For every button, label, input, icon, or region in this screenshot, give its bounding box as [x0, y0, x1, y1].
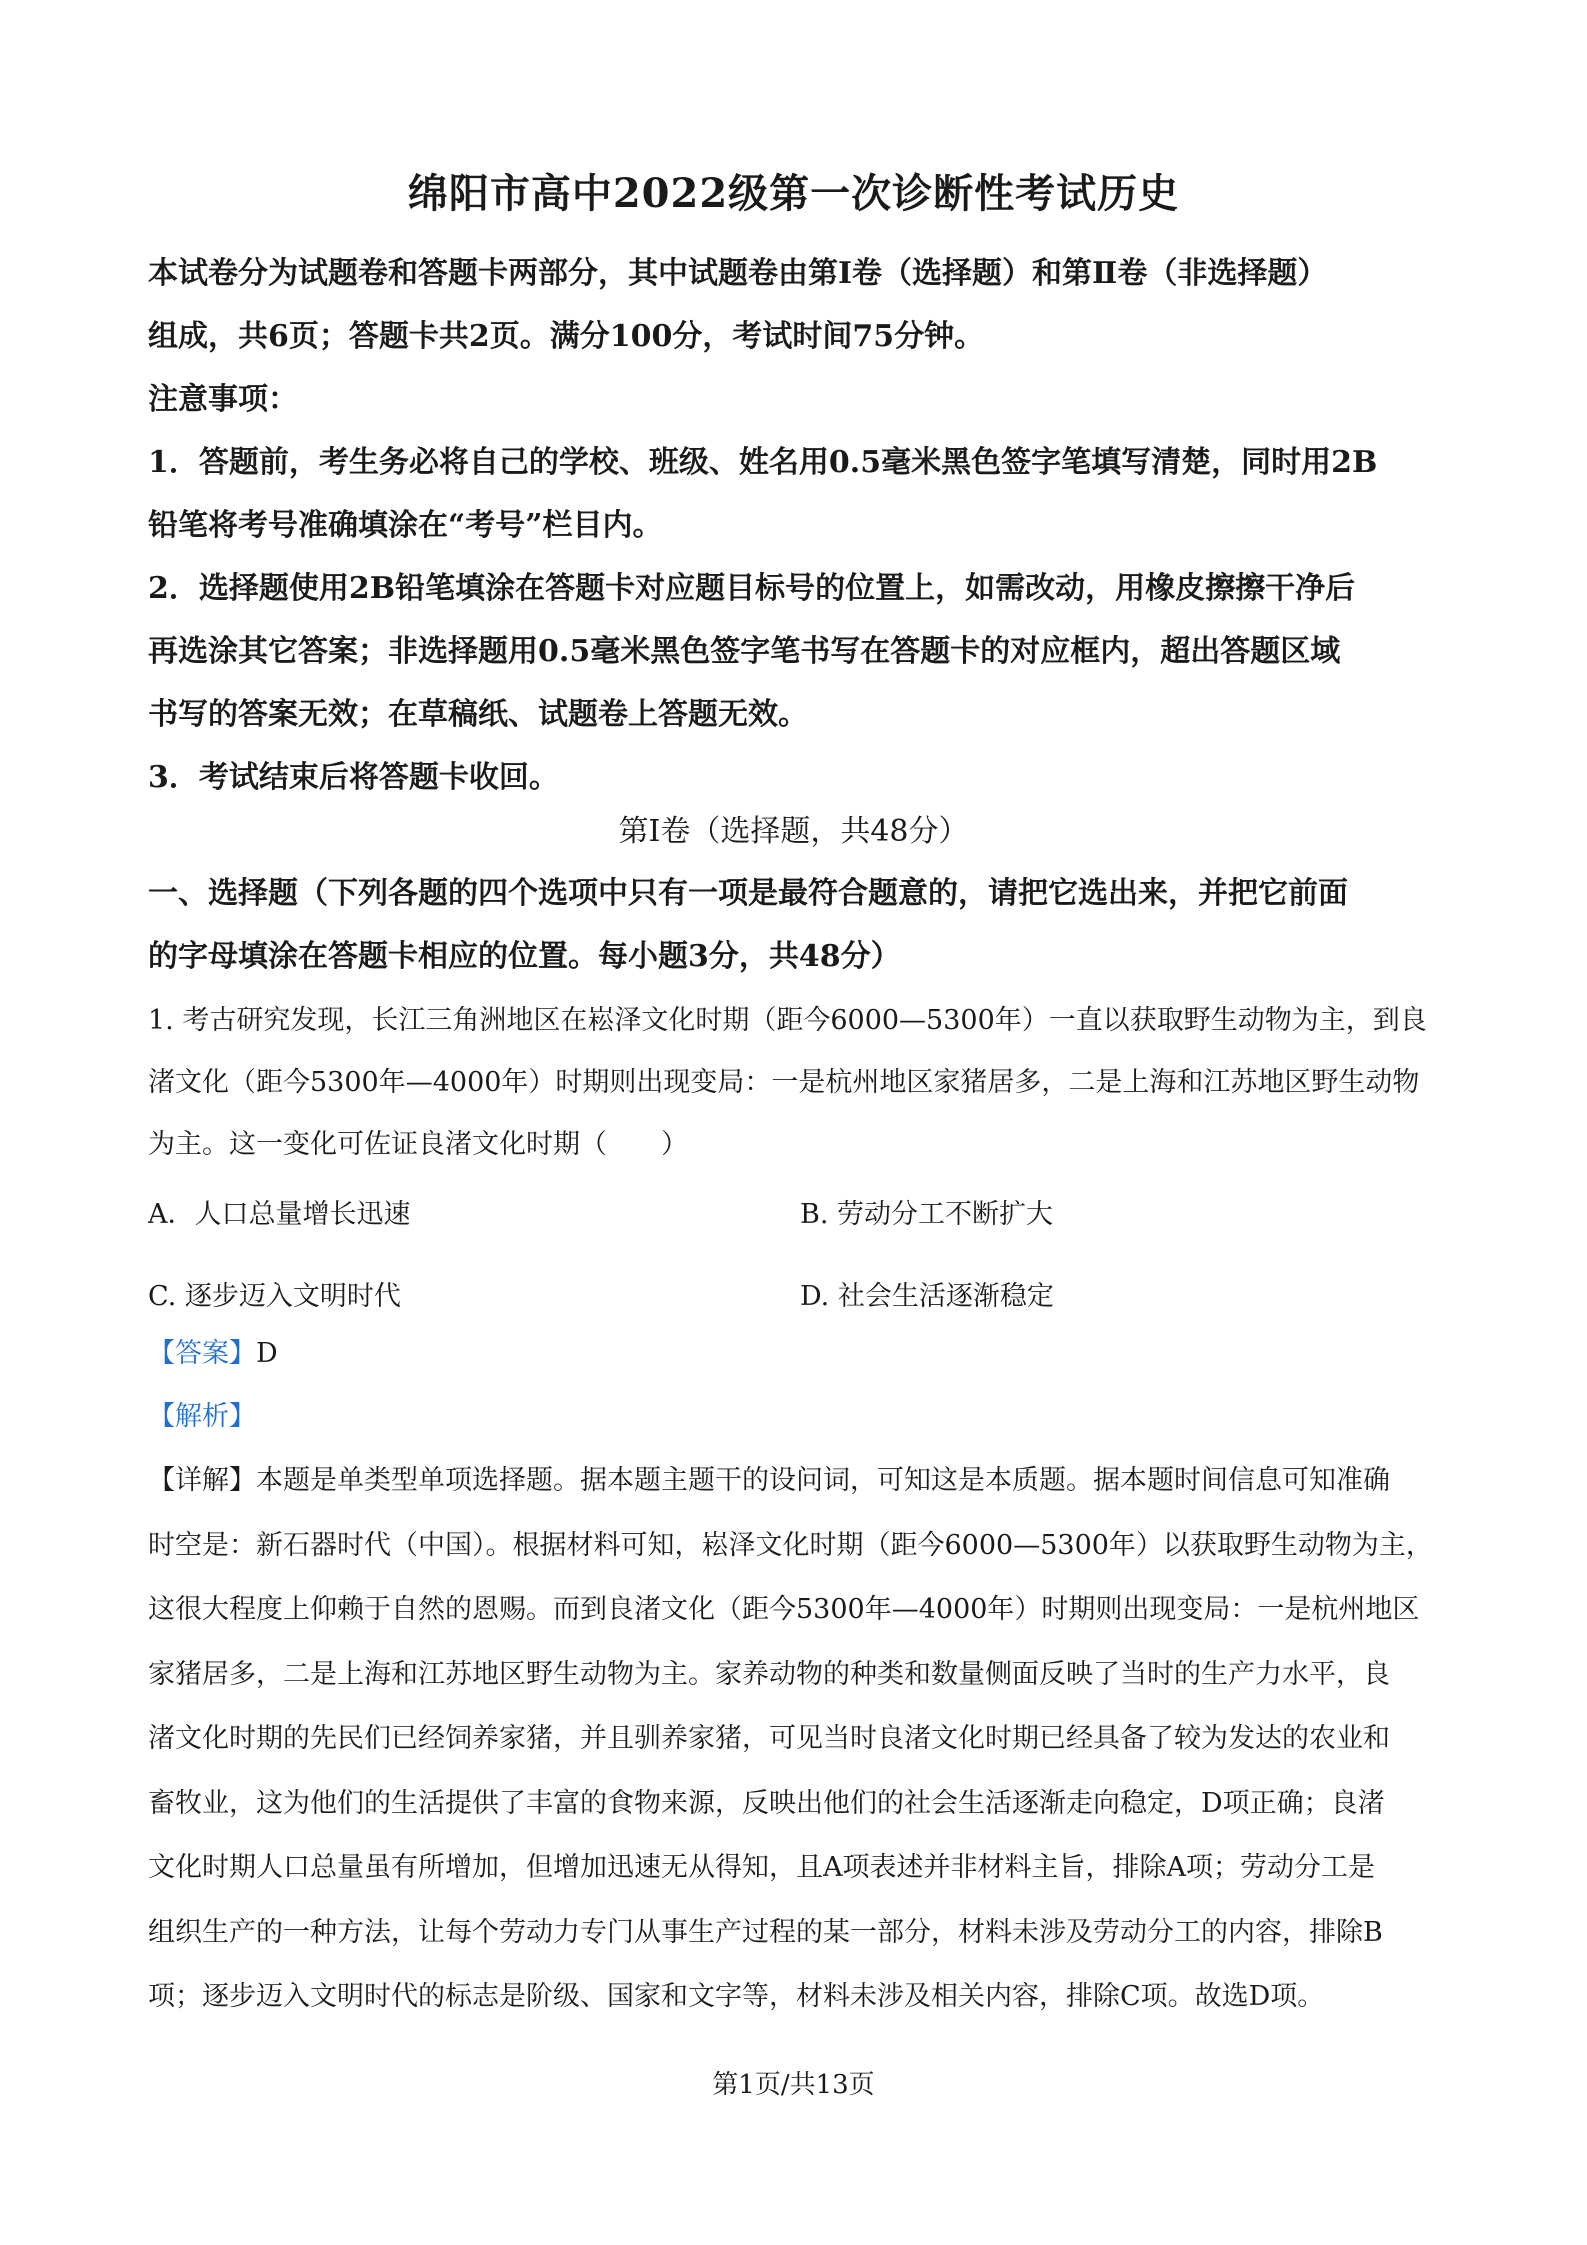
- section-title: 第Ⅰ卷（选择题，共48分）: [618, 814, 969, 849]
- notice-item-2-cont: 书写的答案无效；在草稿纸、试题卷上答题无效。: [148, 697, 808, 732]
- question-stem-line: 渚文化（距今5300年—4000年）时期则出现变局：一是杭州地区家猪居多，二是上海和江苏地区野生动物: [148, 1067, 1420, 1098]
- answer-line: [148, 1323, 1448, 1385]
- detail-explanation: [148, 1449, 1448, 2030]
- notice-item-3: 3．考试结束后将答题卡收回。: [148, 760, 559, 795]
- notice-item-2: 2．选择题使用2B铅笔填涂在答题卡对应题目标号的位置上，如需改动，用橡皮擦擦干净后: [148, 571, 1356, 606]
- document-title: 绵阳市高中2022级第一次诊断性考试历史: [407, 170, 1180, 217]
- notice-item-1-cont: 铅笔将考号准确填涂在“考号”栏目内。: [148, 508, 663, 543]
- analysis-tag: 【解析】: [148, 1401, 256, 1432]
- question-stem-line: 1. 考古研究发现，长江三角洲地区在崧泽文化时期（距今6000—5300年）一直以获取野生动物为主，到良: [148, 1005, 1427, 1036]
- analysis-line: [148, 1386, 1448, 1448]
- detail-line: 项；逐步迈入文明时代的标志是阶级、国家和文字等，材料未涉及相关内容，排除C项。故选D项。: [148, 1981, 1325, 2012]
- question-stem: [148, 990, 1448, 1176]
- detail-line: [148, 1449, 1448, 1514]
- page-number: 第1页/共13页: [712, 2070, 875, 2100]
- detail-line: 渚文化时期的先民们已经饲养家猪，并且驯养家猪，可见当时良渚文化时期已经具备了较为发达的农业和: [148, 1723, 1390, 1754]
- option-a: A．人口总量增长迅速: [148, 1199, 411, 1230]
- instructions: [148, 242, 1448, 809]
- answer-tag: 【答案】: [148, 1338, 256, 1369]
- detail-line: 文化时期人口总量虽有所增加，但增加迅速无从得知，且A项表述并非材料主旨，排除A项；劳动分工是: [148, 1852, 1375, 1883]
- detail-text: 本题是单类型单项选择题。据本题主题干的设问词，可知这是本质题。据本题时间信息可知准确: [256, 1465, 1390, 1496]
- detail-line: 组织生产的一种方法，让每个劳动力专门从事生产过程的某一部分，材料未涉及劳动分工的内容，排除B: [148, 1916, 1383, 1948]
- part-heading: [148, 862, 1448, 988]
- detail-tag: 【详解】: [148, 1465, 256, 1496]
- option-d: D. 社会生活逐渐稳定: [800, 1281, 1054, 1312]
- option-c: C. 逐步迈入文明时代: [148, 1281, 401, 1312]
- question-stem-line: 为主。这一变化可佐证良渚文化时期（ ）: [148, 1129, 688, 1160]
- detail-line: 家猪居多，二是上海和江苏地区野生动物为主。家养动物的种类和数量侧面反映了当时的生产力水平，良: [148, 1658, 1390, 1690]
- intro-line: 组成，共6页；答题卡共2页。满分100分，考试时间75分钟。: [148, 319, 985, 354]
- option-b: B. 劳动分工不断扩大: [800, 1199, 1054, 1230]
- notice-item-2-cont: 再选涂其它答案；非选择题用0.5毫米黑色签字笔书写在答题卡的对应框内，超出答题区域: [148, 634, 1341, 669]
- intro-line: 本试卷分为试题卷和答题卡两部分，其中试题卷由第Ⅰ卷（选择题）和第Ⅱ卷（非选择题）: [148, 256, 1328, 291]
- answer-value: D: [256, 1338, 278, 1369]
- notice-item-1: 1．答题前，考生务必将自己的学校、班级、姓名用0.5毫米黑色签字笔填写清楚，同时用2B: [148, 445, 1378, 480]
- notice-heading: 注意事项：: [148, 382, 298, 417]
- detail-line: 时空是：新石器时代（中国）。根据材料可知，崧泽文化时期（距今6000—5300年）以获取野生动物为主，: [148, 1529, 1433, 1561]
- detail-line: 这很大程度上仰赖于自然的恩赐。而到良渚文化（距今5300年—4000年）时期则出现变局：一是杭州地区: [148, 1594, 1420, 1625]
- detail-line: 畜牧业，这为他们的生活提供了丰富的食物来源，反映出他们的社会生活逐渐走向稳定，D项正确；良渚: [148, 1787, 1385, 1819]
- part-heading-line: 的字母填涂在答题卡相应的位置。每小题3分，共48分）: [148, 939, 901, 974]
- part-heading-line: 一、选择题（下列各题的四个选项中只有一项是最符合题意的，请把它选出来，并把它前面: [148, 876, 1348, 911]
